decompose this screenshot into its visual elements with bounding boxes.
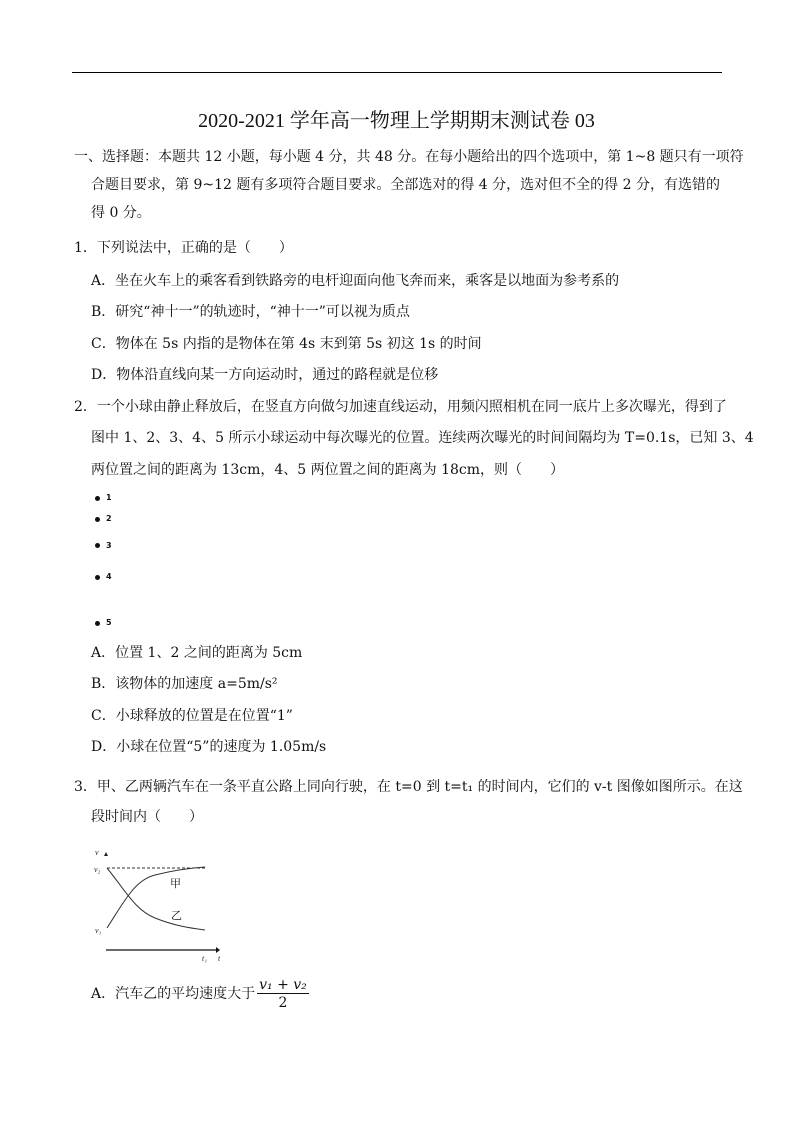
q2-option-a: A．位置 1、2 之间的距离为 5cm <box>91 645 303 661</box>
page-title: 2020-2021 学年高一物理上学期期末测试卷 03 <box>198 110 595 132</box>
q2-option-c: C．小球释放的位置是在位置“1” <box>91 708 293 724</box>
q1-option-d: D．物体沿直线向某一方向运动时，通过的路程就是位移 <box>91 367 439 383</box>
fraction-denominator: 2 <box>278 994 288 1011</box>
ball-dot <box>95 517 100 522</box>
q3-stem-2: 段时间内（ ） <box>91 809 203 825</box>
q2-option-d: D．小球在位置“5”的速度为 1.05m/s <box>91 739 327 755</box>
q1-option-a: A．坐在火车上的乘客看到铁路旁的电杆迎面向他飞奔而来，乘客是以地面为参考系的 <box>91 273 620 289</box>
q1-option-c: C．物体在 5s 内指的是物体在第 4s 末到第 5s 初这 1s 的时间 <box>91 336 482 352</box>
q2-stem-1: 2．一个小球由静止释放后，在竖直方向做匀加速直线运动，用频闪照相机在同一底片上多次曝光，得到了 <box>74 399 727 415</box>
position-label: 4 <box>106 572 112 581</box>
v-axis-arrow <box>104 852 108 856</box>
q3-option-a <box>91 976 309 1012</box>
ball-dot <box>95 543 100 548</box>
yi-label: 乙 <box>171 909 182 922</box>
q3-stem-1: 3．甲、乙两辆汽车在一条平直公路上同向行驶，在 t=0 到 t=t₁ 的时间内，它们的 v-t 图像如图所示。在这 <box>74 779 743 795</box>
ball-dot <box>95 621 100 626</box>
fraction <box>257 977 309 1012</box>
fraction-numerator: v₁ + v₂ <box>259 976 307 993</box>
curve-yi <box>107 868 205 930</box>
q2-stem-3: 两位置之间的距离为 13cm，4、5 两位置之间的距离为 18cm，则（ ） <box>91 462 565 478</box>
q2-option-b: B．该物体的加速度 a=5m/s² <box>91 676 278 692</box>
position-label: 3 <box>106 541 112 550</box>
q2-stem-2: 图中 1、2、3、4、5 所示小球运动中每次曝光的位置。连续两次曝光的时间间隔均为 T=0.1s，已知 3、4 <box>91 430 754 446</box>
q3-option-a-text: A．汽车乙的平均速度大于 <box>91 986 256 1002</box>
t-axis-label: t <box>218 954 221 963</box>
q1-stem: 1．下列说法中，正确的是（ ） <box>74 240 293 256</box>
section-instructions-1: 一、选择题：本题共 12 小题，每小题 4 分，共 48 分。在每小题给出的四个选项中，第 1~8 题只有一项符 <box>74 149 744 165</box>
t-axis-arrow <box>216 947 220 953</box>
jia-label: 甲 <box>170 877 181 890</box>
position-label: 1 <box>106 493 112 502</box>
q1-option-b: B．研究“神十一”的轨迹时，“神十一”可以视为质点 <box>91 304 410 320</box>
v1-label: v₁ <box>95 926 102 935</box>
vt-graph <box>80 840 240 965</box>
ball-dot <box>95 496 100 501</box>
position-label: 5 <box>106 618 112 627</box>
t1-label: t₁ <box>202 954 208 963</box>
header-rule <box>72 72 722 73</box>
v2-label: v₂ <box>94 865 101 874</box>
section-instructions-3: 得 0 分。 <box>91 205 151 221</box>
ball-dot <box>95 575 100 580</box>
v-axis-label: v <box>95 848 99 857</box>
position-label: 2 <box>106 514 112 523</box>
section-instructions-2: 合题目要求，第 9~12 题有多项符合题目要求。全部选对的得 4 分，选对但不全的得 2 分，有选错的 <box>91 177 720 193</box>
